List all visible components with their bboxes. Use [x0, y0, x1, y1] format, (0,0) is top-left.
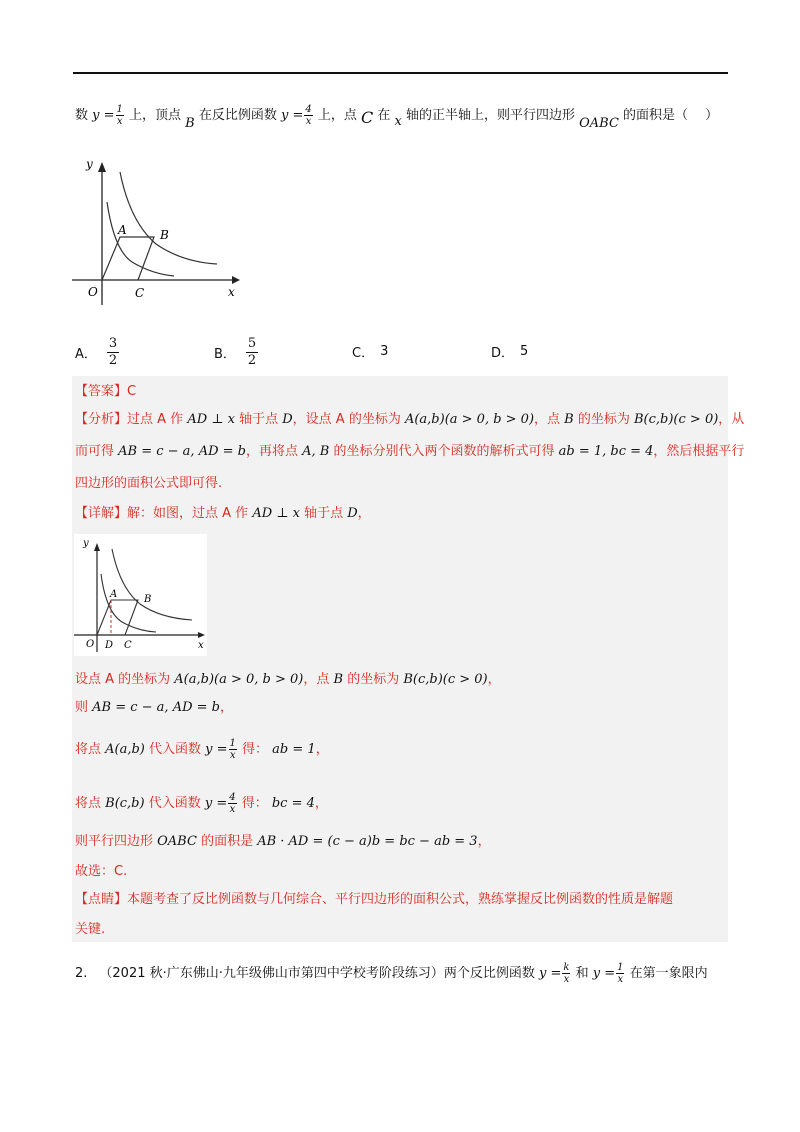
fraction-1-over-x: $\frac{1}{x}$: [229, 738, 236, 761]
next-question-line: 2. （2021 秋·广东佛山·九年级佛山市第四中学校考阶段练习）两个反比例函数 y = $\frac{k}{x}$ 和 y = $\frac{1}{x}$ 在第一象限内: [75, 962, 708, 985]
x-axis-arrow: [198, 632, 205, 638]
label-o: O: [86, 639, 95, 650]
detail-line-6: 则平行四边形 OABC 的面积是 AB · AD = (c − a)b = bc − ab = 3，: [75, 834, 491, 849]
detail-line-2: 设点 A 的坐标为 A(a,b)(a > 0, b > 0)，点 B 的坐标为 B(c,b)(c > 0)，: [75, 672, 501, 687]
header-rule: [73, 72, 728, 74]
label-o: O: [88, 285, 98, 299]
label-a: A: [110, 589, 118, 600]
analysis-line-1: 【分析】过点 A 作 AD ⊥ x 轴于点 D，设点 A 的坐标为 A(a,b)(a > 0, b > 0)，点 B 的坐标为 B(c,b)(c > 0)，从: [75, 412, 745, 427]
label-c: C: [135, 286, 145, 300]
label-b: B: [160, 228, 169, 242]
fraction-4-over-x: $\frac{4}{x}$: [305, 104, 312, 127]
fraction-1-over-x: $\frac{1}{x}$: [116, 104, 123, 127]
fraction-k-over-x: $\frac{k}{x}$: [563, 962, 570, 985]
detail-line-1: 【详解】解：如图，过点 A 作 AD ⊥ x 轴于点 D，: [75, 506, 371, 521]
option-a[interactable]: A． $\frac{3}{2}$: [75, 336, 118, 368]
figure-detail-graph: [74, 534, 207, 656]
detail-line-7: 故选：C.: [75, 864, 128, 879]
x-axis-arrow: [232, 276, 240, 284]
analysis-line-2: 而可得 AB = c − a, AD = b，再将点 A, B 的坐标分别代入两个函数的解析式可得 ab = 1, bc = 4，然后根据平行: [75, 444, 745, 459]
label-a: A: [118, 223, 127, 237]
detail-line-4: 将点 A(a,b) 代入函数 y = $\frac{1}{x}$ 得： ab = 1，: [75, 738, 329, 761]
label-x: x: [198, 640, 204, 651]
label-d: D: [105, 640, 114, 651]
option-d[interactable]: D． 5: [491, 344, 529, 361]
detail-line-3: 则 AB = c − a, AD = b，: [75, 700, 233, 715]
option-b[interactable]: B． $\frac{5}{2}$: [214, 336, 257, 368]
y-axis-arrow: [94, 543, 100, 551]
detail-line-5: 将点 B(c,b) 代入函数 y = $\frac{4}{x}$ 得： bc = 4，: [75, 792, 328, 815]
option-c[interactable]: C． 3: [352, 344, 389, 361]
curve-y-4-over-x: [120, 172, 217, 264]
answer-line: 【答案】C: [75, 384, 137, 399]
figure-parallelogram-graph: [72, 150, 247, 305]
question-intro: 数 y = $\frac{1}{x}$ 上，顶点 B 在反比例函数 y = $\frac{4}{x}$ 上，点 C 在 x 轴的正半轴上，则平行四边形 OABC 的面积是（ ）: [75, 104, 719, 131]
curve-y-4-over-x: [112, 549, 192, 620]
label-c: C: [124, 640, 132, 651]
parallelogram-oabc: [97, 600, 138, 635]
label-b: B: [144, 594, 152, 605]
fraction-1-over-x: $\frac{1}{x}$: [617, 962, 624, 985]
label-y: y: [86, 157, 93, 171]
analysis-line-3: 四边形的面积公式即可得.: [75, 476, 223, 491]
comment-line-1: 【点睛】本题考查了反比例函数与几何综合、平行四边形的面积公式，熟练掌握反比例函数的性质是解题: [75, 892, 674, 907]
label-y: y: [83, 538, 89, 549]
y-axis-arrow: [98, 162, 106, 172]
fraction-4-over-x: $\frac{4}{x}$: [229, 792, 236, 815]
label-x: x: [228, 285, 235, 299]
comment-line-2: 关键.: [75, 922, 106, 937]
